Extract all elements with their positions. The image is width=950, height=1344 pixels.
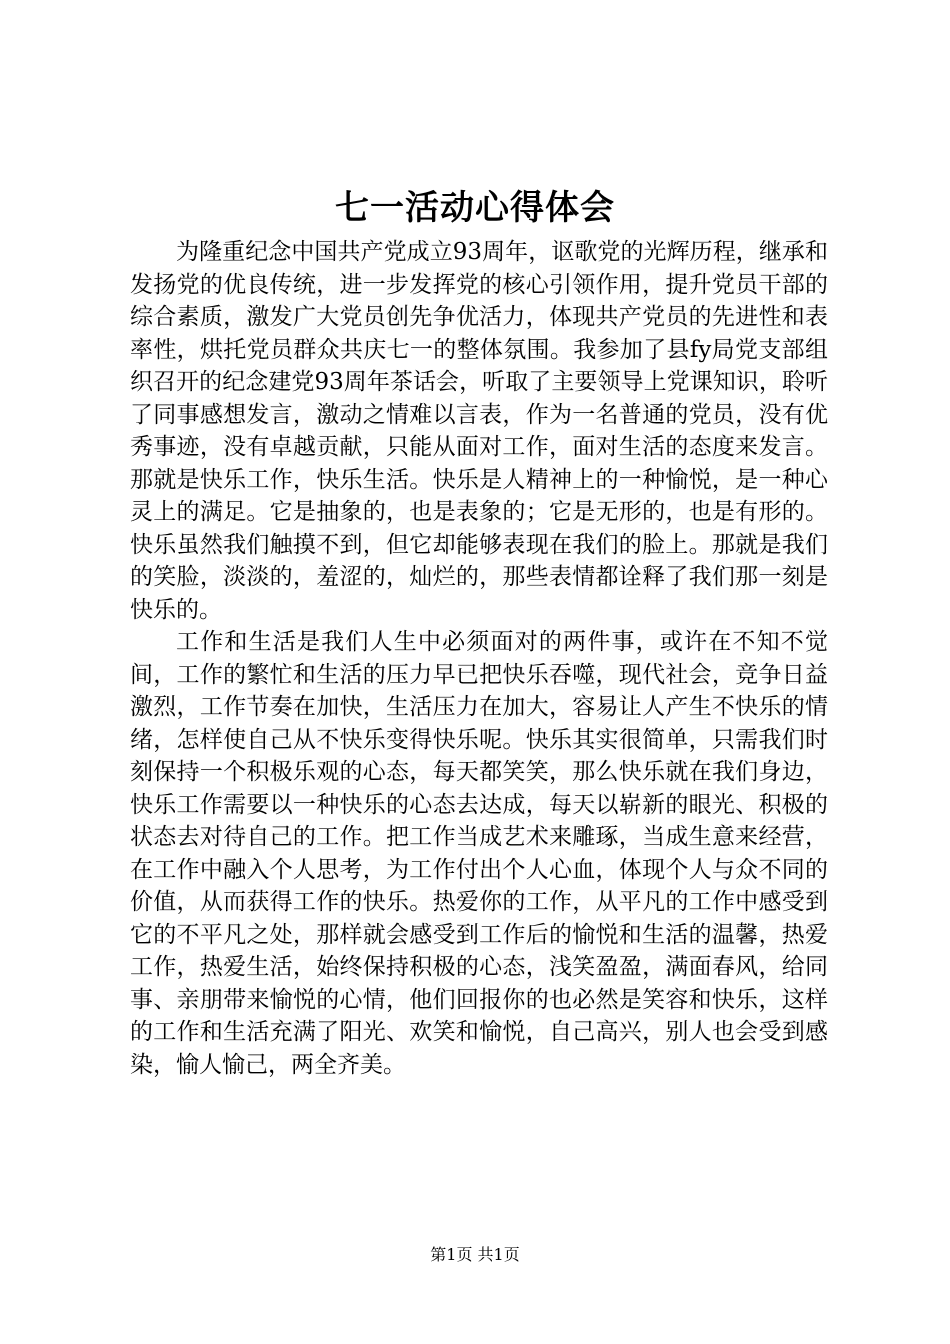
document-title: 七一活动心得体会: [335, 188, 615, 228]
document-body: [130, 236, 828, 1081]
paragraph-2: 工作和生活是我们人生中必须面对的两件事，或许在不知不觉间，工作的繁忙和生活的压力早已把快乐吞噬，现代社会，竞争日益激烈，工作节奏在加快，生活压力在加大，容易让人产生不快乐的情绪，怎样使自己从不快乐变得快乐呢。快乐其实很简单，只需我们时刻保持一个积极乐观的心态，每天都笑笑，那么快乐就在我们身边，快乐工作需要以一种快乐的心态去达成，每天以崭新的眼光、积极的状态去对待自己的工作。把工作当成艺术来雕琢，当成生意来经营，在工作中融入个人思考，为工作付出个人心血，体现个人与众不同的价值，从而获得工作的快乐。热爱你的工作，从平凡的工作中感受到它的不平凡之处，那样就会感受到工作后的愉悦和生活的温馨，热爱工作，热爱生活，始终保持积极的心态，浅笑盈盈，满面春风，给同事、亲朋带来愉悦的心情，他们回报你的也必然是笑容和快乐，这样的工作和生活充满了阳光、欢笑和愉悦，自己高兴，别人也会受到感染，愉人愉己，两全齐美。: [130, 629, 828, 1078]
page-footer: 第1页 共1页: [430, 1245, 520, 1264]
paragraph-1: 为隆重纪念中国共产党成立93周年，讴歌党的光辉历程，继承和发扬党的优良传统，进一步发挥党的核心引领作用，提升党员干部的综合素质，激发广大党员创先争优活力，体现共产党员的先进性和表率性，烘托党员群众共庆七一的整体氛围。我参加了县fy局党支部组织召开的纪念建党93周年茶话会，听取了主要领导上党课知识，聆听了同事感想发言，激动之情难以言表，作为一名普通的党员，没有优秀事迹，没有卓越贡献，只能从面对工作，面对生活的态度来发言。那就是快乐工作，快乐生活。快乐是人精神上的一种愉悦，是一种心灵上的满足。它是抽象的，也是表象的；它是无形的，也是有形的。快乐虽然我们触摸不到，但它却能够表现在我们的脸上。那就是我们的笑脸，淡淡的，羞涩的，灿烂的，那些表情都诠释了我们那一刻是快乐的。: [130, 239, 828, 623]
